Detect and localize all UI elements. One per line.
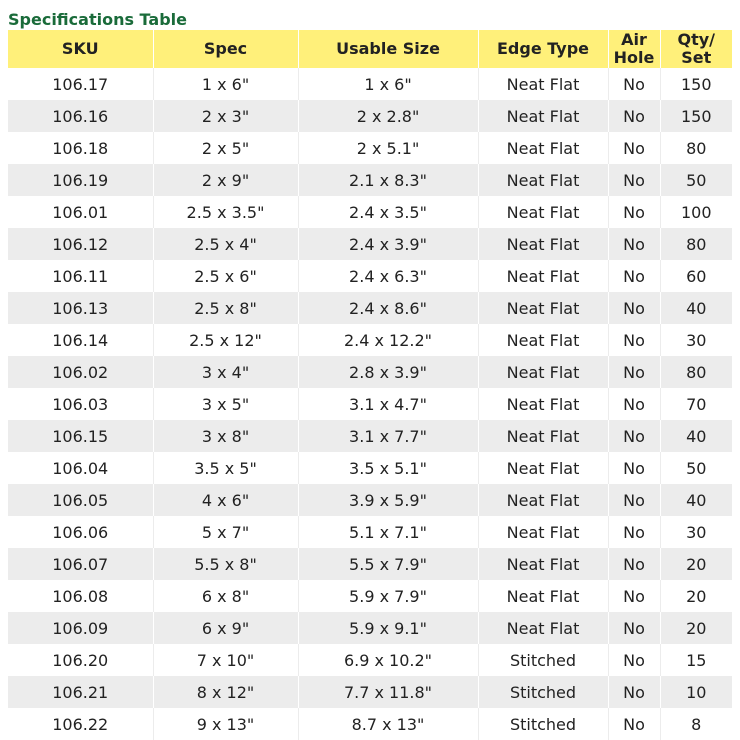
cell-edge-type: Neat Flat — [478, 132, 608, 164]
cell-usable-size: 2.4 x 8.6" — [298, 292, 478, 324]
cell-usable-size: 2.4 x 3.5" — [298, 196, 478, 228]
table-row — [8, 132, 732, 164]
cell-usable-size: 6.9 x 10.2" — [298, 644, 478, 676]
header-qty-line1: Qty/ — [677, 30, 716, 49]
cell-usable-size: 3.5 x 5.1" — [298, 452, 478, 484]
cell-air-hole: No — [608, 388, 660, 420]
cell-usable-size: 2.4 x 12.2" — [298, 324, 478, 356]
cell-air-hole: No — [608, 548, 660, 580]
cell-usable-size: 2 x 2.8" — [298, 100, 478, 132]
cell-usable-size: 5.9 x 9.1" — [298, 612, 478, 644]
table-row — [8, 292, 732, 324]
cell-qty-set: 40 — [660, 420, 732, 452]
cell-qty-set: 20 — [660, 612, 732, 644]
cell-sku: 106.11 — [8, 260, 153, 292]
cell-qty-set: 15 — [660, 644, 732, 676]
cell-usable-size: 3.9 x 5.9" — [298, 484, 478, 516]
cell-sku: 106.14 — [8, 324, 153, 356]
table-body — [8, 68, 732, 740]
cell-qty-set: 80 — [660, 356, 732, 388]
cell-edge-type: Neat Flat — [478, 100, 608, 132]
cell-edge-type: Neat Flat — [478, 68, 608, 100]
cell-sku: 106.09 — [8, 612, 153, 644]
cell-edge-type: Neat Flat — [478, 484, 608, 516]
table-row — [8, 420, 732, 452]
cell-sku: 106.07 — [8, 548, 153, 580]
cell-usable-size: 2 x 5.1" — [298, 132, 478, 164]
cell-usable-size: 8.7 x 13" — [298, 708, 478, 740]
cell-air-hole: No — [608, 292, 660, 324]
cell-edge-type: Neat Flat — [478, 420, 608, 452]
cell-spec: 5 x 7" — [153, 516, 298, 548]
cell-sku: 106.04 — [8, 452, 153, 484]
cell-usable-size: 2.8 x 3.9" — [298, 356, 478, 388]
cell-qty-set: 30 — [660, 324, 732, 356]
cell-air-hole: No — [608, 100, 660, 132]
cell-air-hole: No — [608, 484, 660, 516]
cell-sku: 106.15 — [8, 420, 153, 452]
cell-sku: 106.13 — [8, 292, 153, 324]
cell-qty-set: 150 — [660, 68, 732, 100]
cell-air-hole: No — [608, 68, 660, 100]
cell-edge-type: Neat Flat — [478, 452, 608, 484]
cell-usable-size: 2.4 x 6.3" — [298, 260, 478, 292]
cell-sku: 106.05 — [8, 484, 153, 516]
header-row — [8, 30, 732, 68]
cell-spec: 8 x 12" — [153, 676, 298, 708]
cell-air-hole: No — [608, 516, 660, 548]
cell-qty-set: 40 — [660, 292, 732, 324]
specifications-table — [8, 30, 732, 740]
cell-sku: 106.19 — [8, 164, 153, 196]
cell-qty-set: 80 — [660, 228, 732, 260]
cell-air-hole: No — [608, 164, 660, 196]
cell-qty-set: 20 — [660, 548, 732, 580]
cell-qty-set: 40 — [660, 484, 732, 516]
cell-usable-size: 5.5 x 7.9" — [298, 548, 478, 580]
table-row — [8, 644, 732, 676]
header-air-hole — [608, 30, 660, 68]
table-row — [8, 548, 732, 580]
cell-air-hole: No — [608, 228, 660, 260]
table-row — [8, 164, 732, 196]
cell-spec: 6 x 9" — [153, 612, 298, 644]
cell-edge-type: Neat Flat — [478, 164, 608, 196]
page-title: Specifications Table — [8, 10, 187, 29]
cell-spec: 2.5 x 8" — [153, 292, 298, 324]
table-header — [8, 30, 732, 68]
table-row — [8, 260, 732, 292]
table-row — [8, 708, 732, 740]
cell-sku: 106.12 — [8, 228, 153, 260]
cell-spec: 3 x 8" — [153, 420, 298, 452]
cell-qty-set: 20 — [660, 580, 732, 612]
header-qty-line2: Set — [681, 48, 712, 67]
cell-edge-type: Stitched — [478, 676, 608, 708]
cell-sku: 106.02 — [8, 356, 153, 388]
table-row — [8, 356, 732, 388]
cell-spec: 2 x 9" — [153, 164, 298, 196]
header-edge-type: Edge Type — [478, 30, 608, 68]
cell-edge-type: Neat Flat — [478, 388, 608, 420]
table-row — [8, 612, 732, 644]
cell-spec: 2.5 x 12" — [153, 324, 298, 356]
cell-sku: 106.21 — [8, 676, 153, 708]
table-row — [8, 676, 732, 708]
cell-qty-set: 50 — [660, 452, 732, 484]
cell-edge-type: Neat Flat — [478, 516, 608, 548]
table-row — [8, 452, 732, 484]
cell-edge-type: Neat Flat — [478, 356, 608, 388]
cell-air-hole: No — [608, 580, 660, 612]
cell-qty-set: 60 — [660, 260, 732, 292]
header-sku: SKU — [8, 30, 153, 68]
table-row — [8, 484, 732, 516]
cell-spec: 1 x 6" — [153, 68, 298, 100]
cell-qty-set: 70 — [660, 388, 732, 420]
cell-sku: 106.20 — [8, 644, 153, 676]
cell-usable-size: 2.1 x 8.3" — [298, 164, 478, 196]
cell-sku: 106.06 — [8, 516, 153, 548]
header-air-hole-line2: Hole — [613, 48, 655, 67]
cell-spec: 2 x 5" — [153, 132, 298, 164]
table-row — [8, 68, 732, 100]
cell-air-hole: No — [608, 132, 660, 164]
table-row — [8, 324, 732, 356]
cell-spec: 4 x 6" — [153, 484, 298, 516]
cell-edge-type: Stitched — [478, 644, 608, 676]
cell-usable-size: 5.1 x 7.1" — [298, 516, 478, 548]
cell-spec: 5.5 x 8" — [153, 548, 298, 580]
cell-sku: 106.08 — [8, 580, 153, 612]
table-row — [8, 516, 732, 548]
table-row — [8, 100, 732, 132]
cell-qty-set: 30 — [660, 516, 732, 548]
cell-spec: 7 x 10" — [153, 644, 298, 676]
cell-spec: 2.5 x 6" — [153, 260, 298, 292]
cell-qty-set: 50 — [660, 164, 732, 196]
cell-spec: 3 x 4" — [153, 356, 298, 388]
table-row — [8, 196, 732, 228]
cell-spec: 3 x 5" — [153, 388, 298, 420]
cell-edge-type: Neat Flat — [478, 612, 608, 644]
cell-sku: 106.01 — [8, 196, 153, 228]
cell-air-hole: No — [608, 324, 660, 356]
cell-qty-set: 8 — [660, 708, 732, 740]
cell-usable-size: 5.9 x 7.9" — [298, 580, 478, 612]
cell-edge-type: Neat Flat — [478, 228, 608, 260]
cell-qty-set: 80 — [660, 132, 732, 164]
cell-air-hole: No — [608, 196, 660, 228]
cell-spec: 2.5 x 3.5" — [153, 196, 298, 228]
cell-sku: 106.22 — [8, 708, 153, 740]
cell-qty-set: 10 — [660, 676, 732, 708]
cell-air-hole: No — [608, 356, 660, 388]
cell-air-hole: No — [608, 708, 660, 740]
cell-edge-type: Neat Flat — [478, 260, 608, 292]
cell-air-hole: No — [608, 260, 660, 292]
table-row — [8, 228, 732, 260]
cell-air-hole: No — [608, 676, 660, 708]
cell-edge-type: Stitched — [478, 708, 608, 740]
cell-air-hole: No — [608, 612, 660, 644]
cell-usable-size: 7.7 x 11.8" — [298, 676, 478, 708]
table-row — [8, 388, 732, 420]
cell-edge-type: Neat Flat — [478, 292, 608, 324]
cell-spec: 9 x 13" — [153, 708, 298, 740]
cell-spec: 6 x 8" — [153, 580, 298, 612]
cell-qty-set: 150 — [660, 100, 732, 132]
header-air-hole-line1: Air — [621, 30, 647, 49]
cell-sku: 106.17 — [8, 68, 153, 100]
header-qty-set — [660, 30, 732, 68]
cell-sku: 106.16 — [8, 100, 153, 132]
cell-usable-size: 3.1 x 4.7" — [298, 388, 478, 420]
cell-sku: 106.18 — [8, 132, 153, 164]
cell-sku: 106.03 — [8, 388, 153, 420]
cell-qty-set: 100 — [660, 196, 732, 228]
cell-usable-size: 1 x 6" — [298, 68, 478, 100]
cell-usable-size: 3.1 x 7.7" — [298, 420, 478, 452]
cell-edge-type: Neat Flat — [478, 196, 608, 228]
cell-edge-type: Neat Flat — [478, 548, 608, 580]
cell-air-hole: No — [608, 420, 660, 452]
table-row — [8, 580, 732, 612]
cell-air-hole: No — [608, 452, 660, 484]
cell-spec: 3.5 x 5" — [153, 452, 298, 484]
cell-spec: 2.5 x 4" — [153, 228, 298, 260]
cell-edge-type: Neat Flat — [478, 580, 608, 612]
cell-usable-size: 2.4 x 3.9" — [298, 228, 478, 260]
header-usable-size: Usable Size — [298, 30, 478, 68]
cell-edge-type: Neat Flat — [478, 324, 608, 356]
cell-air-hole: No — [608, 644, 660, 676]
cell-spec: 2 x 3" — [153, 100, 298, 132]
header-spec: Spec — [153, 30, 298, 68]
